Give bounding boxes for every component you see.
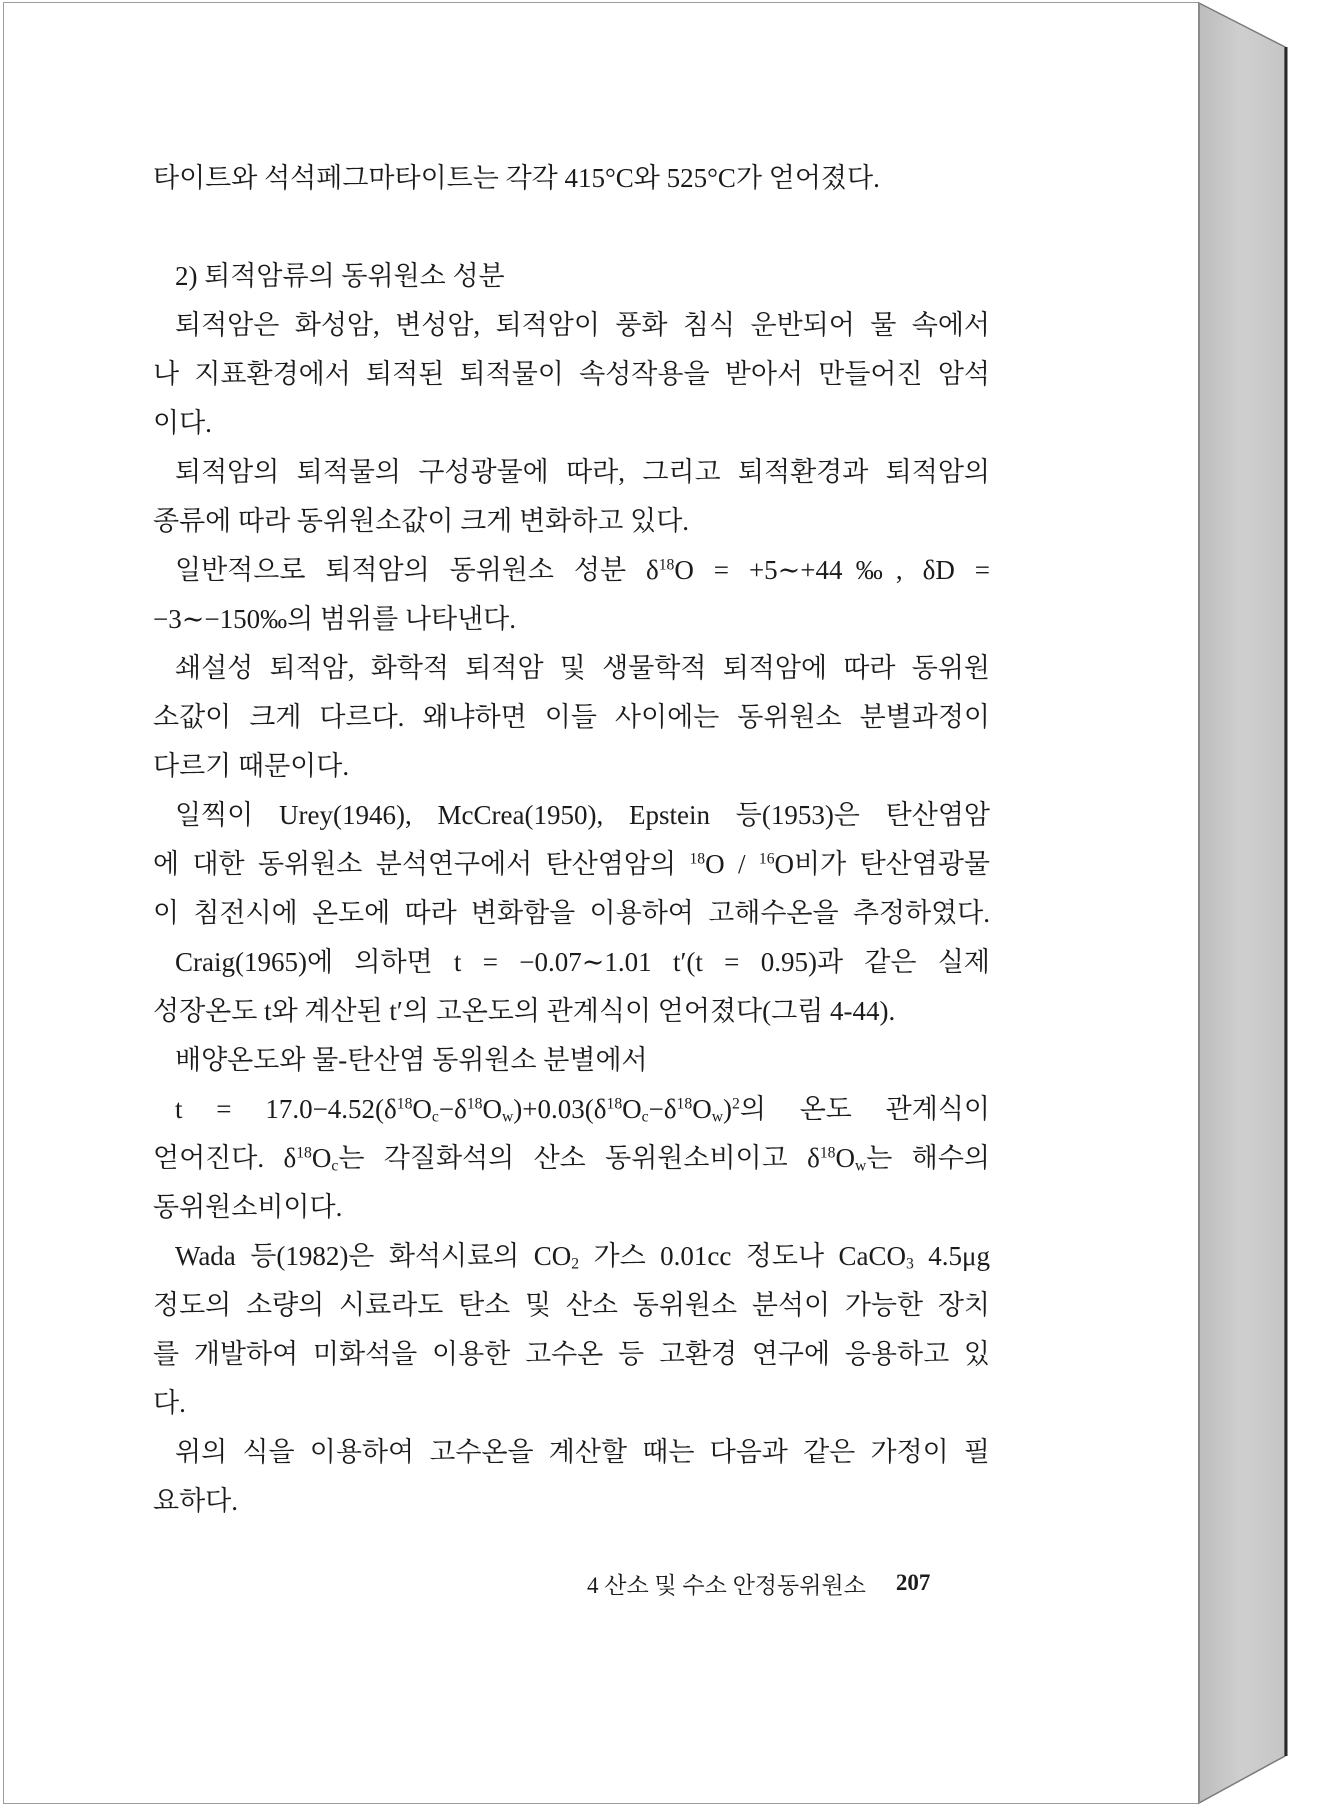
text-run: O <box>692 1094 712 1124</box>
text-line <box>153 840 990 889</box>
text-run: 일반적으로 퇴적암의 동위원소 성분 δ <box>175 555 659 585</box>
text-run: O <box>622 1094 642 1124</box>
superscript: 18 <box>658 556 675 574</box>
subscript: c <box>431 1108 439 1126</box>
superscript: 18 <box>606 1095 623 1113</box>
equation-line <box>153 1085 990 1134</box>
text-run: O / <box>705 849 759 879</box>
text-run: Wada 등(1982)은 화석시료의 CO <box>175 1241 572 1271</box>
text-line: 퇴적암은 화성암, 변성암, 퇴적암이 풍화 침식 운반되어 물 속에서 <box>175 310 990 340</box>
text-run: 얻어진다. δ <box>153 1143 297 1173</box>
text-line: 종류에 따라 동위원소값이 크게 변화하고 있다. <box>153 506 690 536</box>
text-line: 쇄설성 퇴적암, 화학적 퇴적암 및 생물학적 퇴적암에 따라 동위원 <box>175 653 990 683</box>
superscript: 18 <box>396 1095 413 1113</box>
subscript: w <box>711 1108 724 1126</box>
text-run: −δ <box>438 1094 467 1124</box>
text-line: 위의 식을 이용하여 고수온을 계산할 때는 다음과 같은 가정이 필 <box>175 1437 990 1467</box>
text-line: 성장온도 t와 계산된 t′의 고온도의 관계식이 얻어졌다(그림 4-44). <box>153 996 896 1026</box>
text-run: O <box>835 1143 855 1173</box>
text-run: 는 각질화석의 산소 동위원소비이고 δ <box>338 1143 820 1173</box>
blank-line <box>153 203 990 252</box>
text-line: Craig(1965)에 의하면 t = −0.07∼1.01 t′(t = 0.95)과 같은 실제 <box>175 947 990 977</box>
text-line: 다. <box>153 1388 186 1418</box>
text-run: t = 17.0−4.52(δ <box>175 1094 397 1124</box>
subscript: 3 <box>905 1255 914 1273</box>
text-run: ) <box>723 1094 733 1124</box>
text-run: O = +5∼+44‰, δD = <box>674 555 990 585</box>
text-run: O <box>311 1143 332 1173</box>
text-run: 4.5μg <box>913 1241 990 1271</box>
text-run: −δ <box>648 1094 677 1124</box>
text-line: 동위원소비이다. <box>153 1192 343 1222</box>
subscript: w <box>501 1108 514 1126</box>
text-line <box>153 546 990 595</box>
section-heading: 2) 퇴적암류의 동위원소 성분 <box>175 261 505 291</box>
text-line: 퇴적암의 퇴적물의 구성광물에 따라, 그리고 퇴적환경과 퇴적암의 <box>175 457 990 487</box>
text-run: O비가 탄산염광물 <box>774 849 990 879</box>
superscript: 2 <box>732 1095 740 1113</box>
text-run: 의 온도 관계식이 <box>739 1094 990 1124</box>
text-line: 정도의 소량의 시료라도 탄소 및 산소 동위원소 분석이 가능한 장치 <box>153 1290 990 1320</box>
footer-chapter-title: 4 산소 및 수소 안정동위원소 <box>587 1572 866 1598</box>
superscript: 18 <box>819 1144 836 1162</box>
text-line: 타이트와 석석페그마타이트는 각각 415°C와 525°C가 얻어졌다. <box>153 163 880 193</box>
text-line <box>153 1134 990 1183</box>
superscript: 18 <box>689 850 706 868</box>
text-line: 일찍이 Urey(1946), McCrea(1950), Epstein 등(1953)은 탄산염암 <box>175 800 990 830</box>
subscript: 2 <box>571 1255 580 1273</box>
page-stack-face <box>1199 3 1285 1803</box>
superscript: 18 <box>676 1095 693 1113</box>
text-line: 이 침전시에 온도에 따라 변화함을 이용하여 고해수온을 추정하였다. <box>153 898 990 928</box>
text-run: O <box>412 1094 432 1124</box>
text-line: 배양온도와 물-탄산염 동위원소 분별에서 <box>175 1045 648 1075</box>
text-line: 다르기 때문이다. <box>153 751 350 781</box>
page-number: 207 <box>895 1570 931 1595</box>
text-line: 소값이 크게 다르다. 왜냐하면 이들 사이에는 동위원소 분별과정이 <box>153 702 990 732</box>
text-run: )+0.03(δ <box>513 1094 607 1124</box>
text-run: O <box>482 1094 502 1124</box>
subscript: c <box>331 1157 339 1175</box>
text-line: 요하다. <box>153 1486 238 1516</box>
text-line: 이다. <box>153 408 212 438</box>
text-run: 는 해수의 <box>866 1143 990 1173</box>
subscript: c <box>641 1108 649 1126</box>
text-line <box>153 1232 990 1281</box>
superscript: 16 <box>758 850 775 868</box>
text-run: 에 대한 동위원소 분석연구에서 탄산염암의 <box>153 849 690 879</box>
text-line: −3∼−150‰의 범위를 나타낸다. <box>153 604 516 634</box>
subscript: w <box>854 1157 867 1175</box>
text-line: 를 개발하여 미화석을 이용한 고수온 등 고환경 연구에 응용하고 있 <box>153 1339 990 1369</box>
text-run: 가스 0.01cc 정도나 CaCO <box>579 1241 906 1271</box>
superscript: 18 <box>466 1095 483 1113</box>
text-line: 나 지표환경에서 퇴적된 퇴적물이 속성작용을 받아서 만들어진 암석 <box>153 359 990 389</box>
superscript: 18 <box>296 1144 312 1162</box>
running-footer <box>587 1568 930 1598</box>
page-body-text <box>153 154 990 1526</box>
